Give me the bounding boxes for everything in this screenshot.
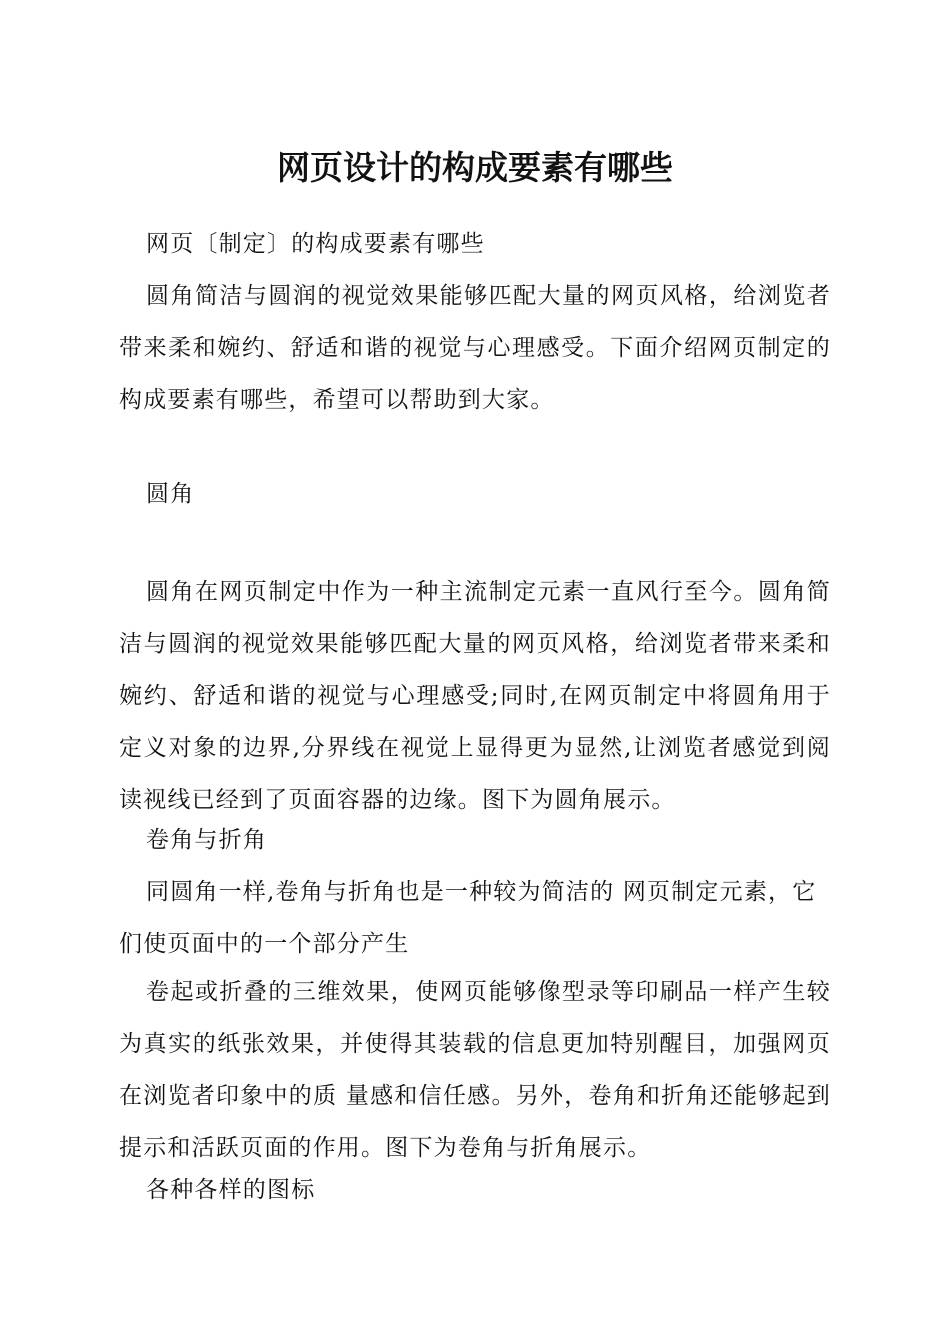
document-title: 网页设计的构成要素有哪些 bbox=[277, 148, 673, 187]
paragraph-curled-corners-1: 同圆角一样,卷角与折角也是一种较为简洁的 网页制定元素，它们使页面中的一个部分产生 bbox=[119, 879, 817, 957]
paragraph-subtitle: 网页〔制定〕的构成要素有哪些 bbox=[146, 231, 485, 257]
paragraph-intro: 圆角简洁与圆润的视觉效果能够匹配大量的网页风格，给浏览者带来柔和婉约、舒适和谐的视觉与心理感受。下面介绍网页制定的构成要素有哪些，希望可以帮助到大家。 bbox=[119, 283, 831, 413]
section-heading-icons: 各种各样的图标 bbox=[146, 1177, 316, 1203]
section-heading-curled-folded-corners: 卷角与折角 bbox=[146, 827, 267, 853]
paragraph-rounded-corners: 圆角在网页制定中作为一种主流制定元素一直风行至今。圆角简洁与圆润的视觉效果能够匹配大量的网页风格，给浏览者带来柔和婉约、舒适和谐的视觉与心理感受;同时,在网页制定中将圆角用于定义对象的边界,分界线在视觉上显得更为显然,让浏览者感觉到阅读视线已经到了页面容器的边缘。图下为圆角展示。 bbox=[119, 579, 831, 813]
paragraph-curled-corners-2: 卷起或折叠的三维效果，使网页能够像型录等印刷品一样产生较为真实的纸张效果，并使得其装载的信息更加特别醒目，加强网页在浏览者印象中的质 量感和信任感。另外，卷角和折角还能够起到提示和活跃页面的作用。图下为卷角与折角展示。 bbox=[119, 979, 831, 1161]
section-heading-rounded-corners: 圆角 bbox=[146, 481, 195, 507]
